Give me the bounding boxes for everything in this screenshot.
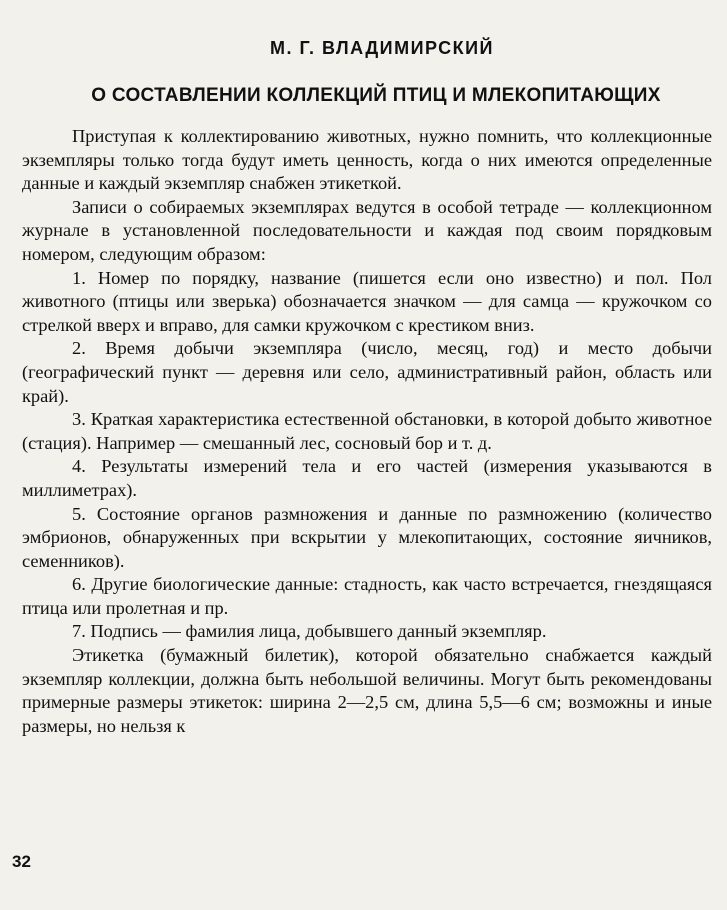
paragraph-label: Этикетка (бумажный билетик), которой обязательно снабжается каждый экземпляр коллекции, должна быть небольшой величины. Могут быть рекомендованы примерные размеры этикеток: ширина 2—2,5 см, длина 5,5—6 см; возможны и иные размеры, но нельзя к <box>22 645 712 736</box>
list-item-1: 1. Номер по порядку, название (пишется если оно известно) и пол. Пол животного (птицы или зверька) обозначается значком — для самца — кружочком со стрелкой вверх и вправо, для самки кружочком с крестиком вниз. <box>22 267 712 335</box>
list-item-2: 2. Время добычи экземпляра (число, месяц, год) и место добычи (географический пункт — деревня или село, административный район, область или край). <box>22 338 712 406</box>
list-item-3: 3. Краткая характеристика естественной обстановки, в которой добыто животное (стация). Например — смешанный лес, сосновый бор и т. д. <box>22 409 712 453</box>
list-item-5: 5. Состояние органов размножения и данные по размножению (количество эмбрионов, обнаруженных при вскрытии у млекопитающих, состояние яичников, семенников). <box>22 503 712 571</box>
paragraph-records: Записи о собираемых экземплярах ведутся в особой тетраде — коллекционном журнале в установленной последовательности и каждая под своим порядковым номером, следующим образом: <box>22 196 712 264</box>
article-title: О СОСТАВЛЕНИИ КОЛЛЕКЦИЙ ПТИЦ И МЛЕКОПИТАЮЩИХ <box>91 85 661 106</box>
paragraph-intro: Приступая к коллектированию животных, нужно помнить, что коллекционные экземпляры только тогда будут иметь ценность, когда о них имеются определенные данные и каждый экземпляр снабжен этикеткой. <box>22 126 712 194</box>
article-body <box>22 125 712 738</box>
list-item-4: 4. Результаты измерений тела и его частей (измерения указываются в миллиметрах). <box>22 456 712 500</box>
list-item-6: 6. Другие биологические данные: стадность, как часто встречается, гнездящаяся птица или пролетная и пр. <box>22 574 712 618</box>
page-content <box>22 38 712 738</box>
author-name: М. Г. ВЛАДИМИРСКИЙ <box>270 38 494 58</box>
page-number: 32 <box>12 852 31 871</box>
list-item-7: 7. Подпись — фамилия лица, добывшего данный экземпляр. <box>72 621 547 642</box>
